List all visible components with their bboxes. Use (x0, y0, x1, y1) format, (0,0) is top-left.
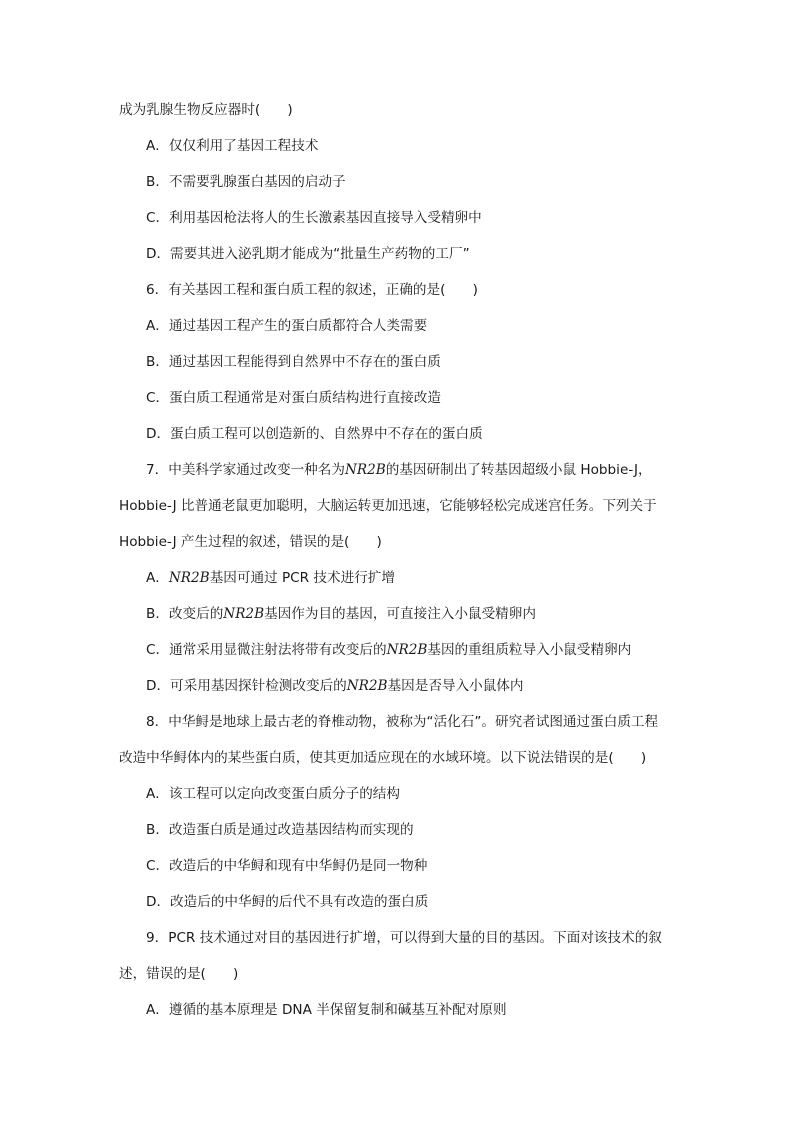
q5-option-c: C．利用基因枪法将人的生长激素基因直接导入受精卵中 (146, 210, 482, 226)
q8-option-b: B．改造蛋白质是通过改造基因结构而实现的 (146, 822, 414, 838)
q7-option-d (146, 677, 524, 695)
q9-stem-line-1: 9．PCR 技术通过对目的基因进行扩增，可以得到大量的目的基因。下面对该技术的叙 (146, 930, 662, 946)
q9-option-a: A．遵循的基本原理是 DNA 半保留复制和碱基互补配对原则 (146, 1002, 507, 1018)
q6-option-a: A．通过基因工程产生的蛋白质都符合人类需要 (146, 318, 428, 334)
q7-stem-line-1 (146, 461, 652, 479)
option-text: 基因的重组质粒导入小鼠受精卵内 (427, 642, 632, 658)
gene-name: NR2B (223, 606, 265, 622)
q8-option-d: D．改造后的中华鲟的后代不具有改造的蛋白质 (146, 894, 429, 910)
q7-option-a (146, 569, 395, 587)
gene-name: NR2B (386, 642, 428, 658)
q7-option-c (146, 641, 631, 659)
q7-option-b (146, 605, 536, 623)
q8-stem-line-2: 改造中华鲟体内的某些蛋白质，使其更加适应现在的水域环境。以下说法错误的是( ) (119, 750, 647, 766)
q5-stem-continuation: 成为乳腺生物反应器时( ) (119, 102, 293, 118)
option-text: C．通常采用显微注射法将带有改变后的 (146, 642, 387, 658)
option-text: D．可采用基因探针检测改变后的 (146, 678, 347, 694)
q6-option-b: B．通过基因工程能得到自然界中不存在的蛋白质 (146, 354, 441, 370)
q8-option-a: A．该工程可以定向改变蛋白质分子的结构 (146, 786, 400, 802)
option-text: A． (146, 570, 169, 586)
q6-option-d: D．蛋白质工程可以创造新的、自然界中不存在的蛋白质 (146, 426, 483, 442)
q8-option-c: C．改造后的中华鲟和现有中华鲟仍是同一物种 (146, 858, 428, 874)
gene-name: NR2B (168, 570, 210, 586)
q6-option-c: C．蛋白质工程通常是对蛋白质结构进行直接改造 (146, 390, 441, 406)
option-text: 基因是否导入小鼠体内 (387, 678, 524, 694)
q8-stem-line-1: 8．中华鲟是地球上最古老的脊椎动物，被称为“活化石”。研究者试图通过蛋白质工程 (146, 714, 659, 730)
q5-option-d: D．需要其进入泌乳期才能成为“批量生产药物的工厂” (146, 246, 470, 262)
q7-stem-line-3: Hobbie-J 产生过程的叙述，错误的是( ) (119, 534, 382, 550)
q6-stem: 6．有关基因工程和蛋白质工程的叙述，正确的是( ) (146, 282, 478, 298)
gene-name: NR2B (346, 678, 388, 694)
q5-option-b: B．不需要乳腺蛋白基因的启动子 (146, 174, 346, 190)
q7-stem-text: 7．中美科学家通过改变一种名为 (146, 462, 345, 478)
option-text: 基因可通过 PCR 技术进行扩增 (209, 570, 395, 586)
q7-stem-text: 的基因研制出了转基因超级小鼠 Hobbie-J， (385, 462, 652, 478)
q7-stem-line-2: Hobbie-J 比普通老鼠更加聪明，大脑运转更加迅速，它能够轻松完成迷宫任务。下列关于 (119, 498, 657, 514)
q9-stem-line-2: 述，错误的是( ) (119, 966, 239, 982)
q5-option-a: A．仅仅利用了基因工程技术 (146, 138, 319, 154)
option-text: B．改变后的 (146, 606, 224, 622)
gene-name: NR2B (344, 462, 386, 478)
option-text: 基因作为目的基因，可直接注入小鼠受精卵内 (264, 606, 536, 622)
